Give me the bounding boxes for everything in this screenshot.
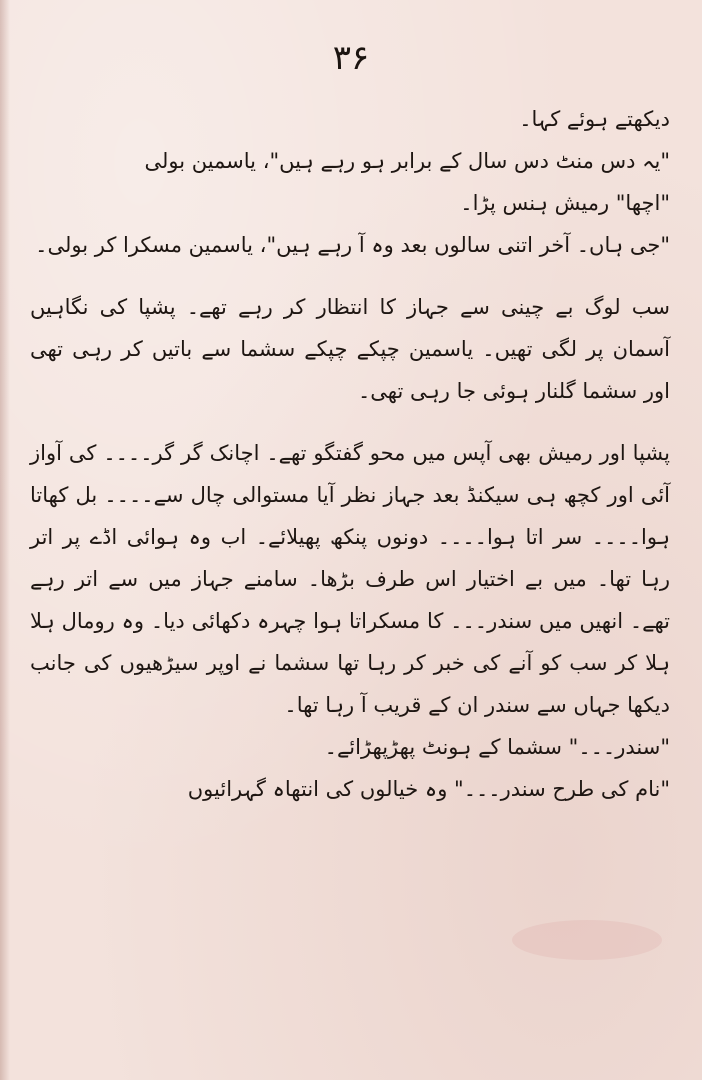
paragraph-5: سب لوگ بے چینی سے جہاز کا انتظار کر رہے تھے۔ پشپا کی نگاہیں آسمان پر لگی تھیں۔ یاسمین چپکے چپکے سشما سے باتیں کر رہی تھی اور سشما گلنار ہوئی جا رہی تھی۔ — [30, 295, 670, 403]
paragraph-4: "جی ہاں۔ آخر اتنی سالوں بعد وہ آ رہے ہیں"، یاسمین مسکرا کر بولی۔ — [35, 233, 670, 257]
paragraph-2: "یہ دس منٹ دس سال کے برابر ہو رہے ہیں"، یاسمین بولی — [144, 149, 670, 173]
paragraph-3: "اچھا" رمیش ہنس پڑا۔ — [460, 191, 670, 215]
paragraph-1: دیکھتے ہوئے کہا۔ — [519, 107, 670, 131]
page-edge-shadow — [0, 0, 10, 1080]
page-number: ۳۶ — [332, 38, 370, 78]
paragraph-7: "سندر۔۔۔" سشما کے ہونٹ پھڑپھڑائے۔ — [324, 735, 670, 759]
paragraph-8: "نام کی طرح سندر۔۔۔" وہ خیالوں کی انتھاہ گہرائیوں — [187, 777, 670, 801]
paragraph-6: پشپا اور رمیش بھی آپس میں محو گفتگو تھے۔ اچانک گر گر۔۔۔۔ کی آواز آئی اور کچھ ہی سیکنڈ بعد جہاز نظر آیا مستوالی چال سے۔۔۔۔ بل کھاتا ہوا۔۔۔۔ سر اتا ہوا۔۔۔۔ دونوں پنکھ پھیلائے۔ اب وہ ہوائی اڈے پر اتر رہا تھا۔ میں بے اختیار اس طرف بڑھا۔ سامنے جہاز میں سے اتر رہے تھے۔ انھیں میں سندر۔۔۔ کا مسکراتا ہوا چہرہ دکھائی دیا۔ وہ رومال ہلا ہلا کر سب کو آنے کی خبر کر رہا تھا سشما نے اوپر سیڑھیوں کی جانب دیکھا جہاں سے سندر ان کے قریب آ رہا تھا۔ — [30, 441, 670, 717]
page-body-text — [30, 98, 670, 810]
page-stain — [512, 920, 662, 960]
